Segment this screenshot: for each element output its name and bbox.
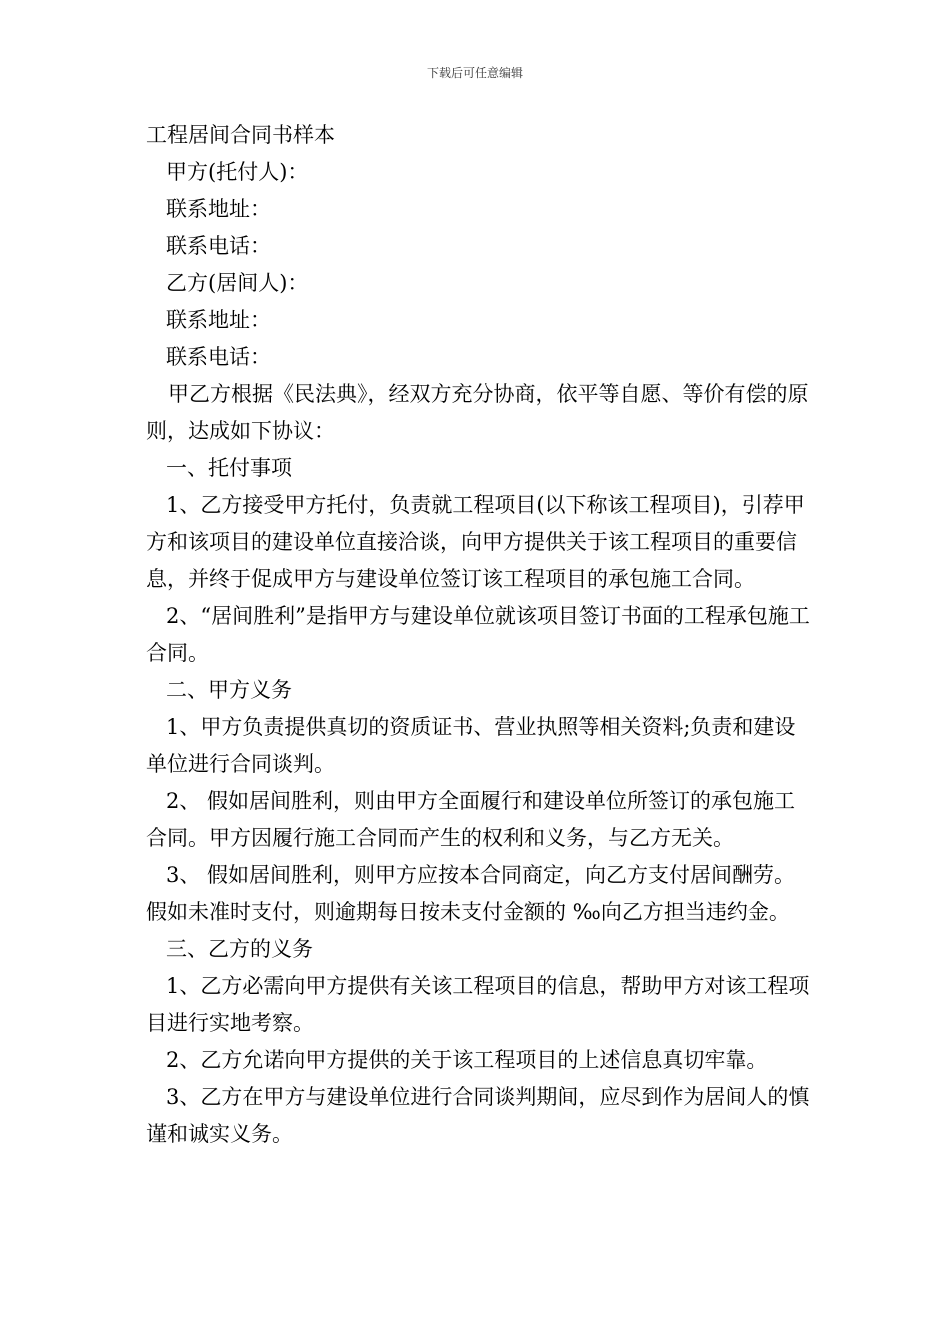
party-b-label: 乙方(居间人)：: [166, 271, 309, 295]
clause-paragraph: 1、甲方负责提供真切的资质证书、营业执照等相关资料;负责和建设单位进行合同谈判。: [146, 715, 796, 776]
document-body: [146, 117, 814, 1153]
clause-paragraph: 3、乙方在甲方与建设单位进行合同谈判期间，应尽到作为居间人的慎谨和诚实义务。: [146, 1085, 810, 1146]
section-heading: 三、乙方的义务: [166, 937, 313, 961]
clause-paragraph: 2、乙方允诺向甲方提供的关于该工程项目的上述信息真切牢靠。: [166, 1048, 768, 1072]
clause-paragraph: 2、“居间胜利”是指甲方与建设单位就该项目签订书面的工程承包施工合同。: [146, 604, 810, 665]
clause-paragraph: 2、 假如居间胜利，则由甲方全面履行和建设单位所签订的承包施工合同。甲方因履行施工合同而产生的权利和义务，与乙方无关。: [146, 789, 796, 850]
preamble-paragraph: 甲乙方根据《民法典》，经双方充分协商，依平等自愿、等价有偿的原则，达成如下协议：: [146, 382, 809, 443]
party-b-phone: 联系电话：: [166, 345, 271, 369]
party-a-phone: 联系电话：: [166, 234, 271, 258]
section-heading: 一、托付事项: [166, 456, 292, 480]
clause-paragraph: 3、 假如居间胜利，则甲方应按本合同商定，向乙方支付居间酬劳。假如未准时支付，则逾期每日按未支付金额的 ‰向乙方担当违约金。: [146, 863, 796, 924]
party-b-address: 联系地址：: [166, 308, 271, 332]
party-a-label: 甲方(托付人)：: [166, 160, 309, 184]
page-header-note: 下载后可任意编辑: [426, 66, 523, 80]
section-heading: 二、甲方义务: [166, 678, 292, 702]
document-title: 工程居间合同书样本: [146, 123, 335, 147]
clause-paragraph: 1、乙方接受甲方托付，负责就工程项目(以下称该工程项目)，引荐甲方和该项目的建设单位直接洽谈，向甲方提供关于该工程项目的重要信息，并终于促成甲方与建设单位签订该工程项目的承包施工合同。: [146, 493, 805, 591]
party-a-address: 联系地址：: [166, 197, 271, 221]
clause-paragraph: 1、乙方必需向甲方提供有关该工程项目的信息，帮助甲方对该工程项目进行实地考察。: [146, 974, 810, 1035]
